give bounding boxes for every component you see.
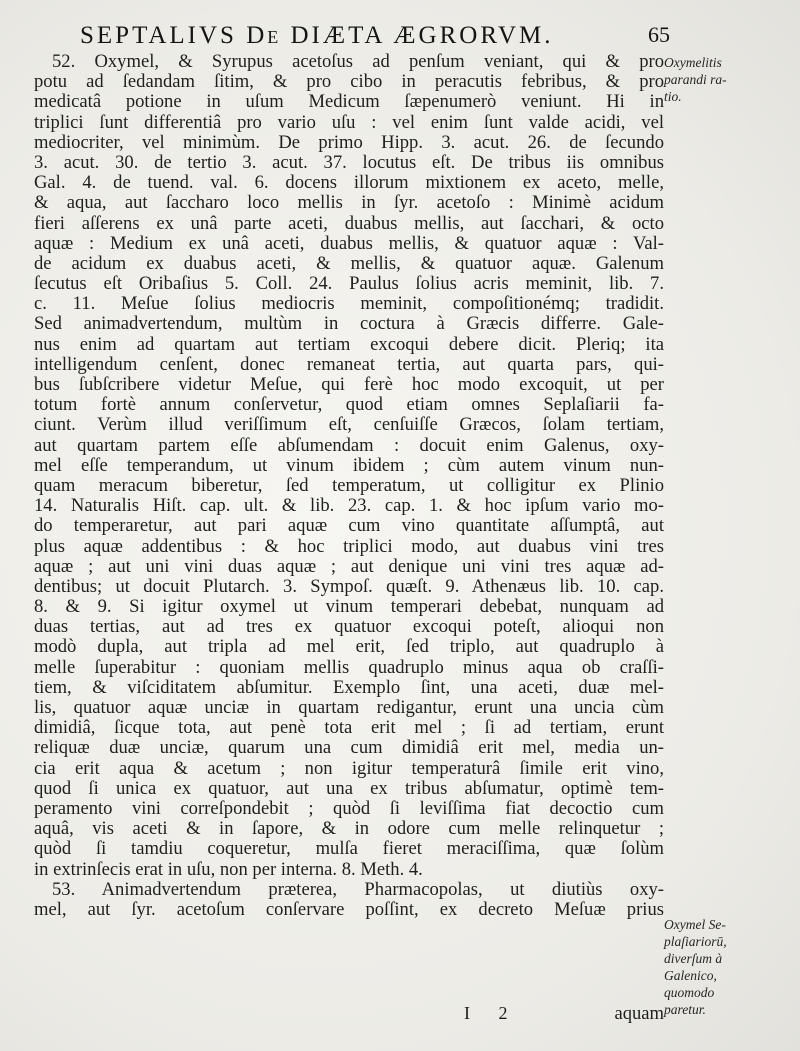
- text-line: de acidum ex duabus aceti, & mellis, & quatuor aquæ. Galenum: [34, 253, 664, 274]
- text-line: intelligendum cenſent, donec remaneat tertia, aut quarta pars, qui-: [34, 354, 664, 375]
- text-line: quod ſi unica ex quatuor, aut una ex tribus abſumatur, optimè tem-: [34, 778, 664, 799]
- text-line: aut quartam partem eſſe abſumendam : docuit enim Galenus, oxy-: [34, 435, 664, 456]
- text-line: 52. Oxymel, & Syrupus acetoſus ad penſum veniant, qui & pro: [52, 52, 664, 72]
- text-line: mel eſſe temperandum, ut vinum ibidem ; cùm autem vinum nun-: [34, 455, 664, 476]
- page-header: [60, 22, 670, 54]
- margin-note-line: plaſiariorū,: [664, 934, 727, 949]
- text-line: Sed animadvertendum, multùm in coctura à Græcis differre. Gale-: [34, 314, 664, 335]
- text-line: medicatâ potione in uſum Medicum ſæpenumerò veniunt. Hi in: [34, 92, 664, 113]
- text-line: c. 11. Meſue ſolius mediocris meminit, compoſitionémq; tradidit.: [34, 294, 664, 315]
- text-line: 53. Animadvertendum præterea, Pharmacopolas, ut diutiùs oxy-: [52, 879, 664, 900]
- signature-mark: I 2: [464, 1003, 520, 1023]
- text-line: aquæ : Medium ex unâ aceti, duabus mellis, & quatuor aquæ : Val-: [34, 233, 664, 254]
- text-line: potu ad ſedandam ſitim, & pro cibo in peracutis febribus, & pro: [34, 72, 664, 93]
- text-line: duas tertias, aut ad tres ex quatuor excoqui poteſt, alioqui non: [34, 617, 664, 638]
- text-line: dentibus; ut docuit Plutarch. 3. Sympoſ. quæſt. 9. Athenæus lib. 10. cap.: [34, 576, 664, 597]
- text-line: peramento vini correſpondebit ; quòd ſi leviſſima fiat decoctio cum: [34, 798, 664, 819]
- page-footer: [34, 1003, 664, 1027]
- page-number: 65: [648, 22, 670, 47]
- text-line: in extrinſecis erat in uſu, non per interna. 8. Meth. 4.: [34, 859, 423, 880]
- text-line: nus enim ad quartam aut tertiam excoqui debere dicit. Pleriq; ita: [34, 334, 664, 355]
- text-line: dimidiâ, ſicque tota, aut penè tota erit mel ; ſi ad tertiam, erunt: [34, 718, 664, 739]
- text-line: modò dupla, aut tripla ad mel erit, ſed triplo, aut quadruplo à: [34, 637, 664, 658]
- margin-note-line: Galenico,: [664, 968, 717, 983]
- margin-note: [664, 916, 727, 1018]
- text-line: ciunt. Verùm illud veriſſimum eſt, cenſuiſſe Græcos, ſolam tertiam,: [34, 415, 664, 436]
- text-line: 8. & 9. Si igitur oxymel ut vinum temperari debebat, nunquam ad: [34, 597, 664, 618]
- margin-note: [664, 54, 727, 105]
- running-title: SEPTALIVS De DIÆTA ÆGRORVM.: [80, 22, 554, 49]
- text-line: melle ſuperabitur : quoniam mellis quadruplo minus aqua ob craſſi-: [34, 657, 664, 678]
- text-line: mediocriter, vel minimùm. De primo Hipp. 3. acut. 26. de ſecundo: [34, 132, 664, 153]
- margin-note-line: quomodo: [664, 985, 715, 1000]
- text-line: & aqua, aut ſaccharo loco mellis in ſyr. acetoſo : Minimè acidum: [34, 193, 664, 214]
- text-line: cia erit aqua & acetum ; non igitur temperaturâ ſimile erit vino,: [34, 758, 664, 779]
- text-line: do temperaretur, aut pari aquæ cum vino quantitate aſſumptâ, aut: [34, 516, 664, 537]
- margin-note-line: paretur.: [664, 1002, 706, 1017]
- text-line: plus aquæ addentibus : & hoc triplici modo, aut duabus vini tres: [34, 536, 664, 557]
- text-line: ſecutus eſt Oribaſius 5. Coll. 24. Paulus ſolius acris meminit, lib. 7.: [34, 274, 664, 295]
- margin-note-line: diverſum à: [664, 951, 723, 966]
- text-line: fieri aſſerens ex unâ parte aceti, duabus mellis, aut ſacchari, & octo: [34, 213, 664, 234]
- text-line: totum fortè annum conſervetur, quod etiam omnes Seplaſiarii fa-: [34, 395, 664, 416]
- text-line: lis, quatuor aquæ unciæ in quartam redigantur, erunt una uncia cùm: [34, 698, 664, 718]
- text-line: aquâ, vis aceti & in ſapore, & in odore cum melle relinquetur ;: [34, 819, 664, 840]
- text-line: reliquæ duæ unciæ, quarum una cum dimidiâ erit mel, media un-: [34, 738, 664, 759]
- margin-note-line: tio.: [664, 89, 682, 104]
- text-line: Gal. 4. de tuend. val. 6. docens illorum mixtionem ex aceto, melle,: [34, 173, 664, 194]
- margin-note-line: parandi ra-: [664, 72, 727, 87]
- text-line: quam meracum biberetur, ſed temperatum, ut colligitur ex Plinio: [34, 475, 664, 496]
- text-line: aquæ ; aut uni vini duas aquæ ; aut denique uni vini tres aquæ ad-: [34, 556, 664, 577]
- text-line: tiem, & viſciditatem abſumitur. Exemplo ſint, una aceti, duæ mel-: [34, 677, 664, 698]
- text-line: bus ſubſcribere videtur Meſue, qui ferè hoc modo excoquit, ut per: [34, 375, 664, 395]
- text-line: quòd ſi tamdiu coqueretur, mulſa fieret meraciſſima, quæ ſolùm: [34, 839, 664, 860]
- text-line: 3. acut. 30. de tertio 3. acut. 37. locutus eſt. De tribus iis omnibus: [34, 152, 664, 173]
- catchword: aquam: [614, 1003, 664, 1024]
- text-line: triplici ſunt differentiâ pro vario uſu : vel enim ſunt valde acidi, vel: [34, 112, 664, 133]
- margin-note-line: Oxymel Se-: [664, 917, 726, 932]
- text-line: 14. Naturalis Hiſt. cap. ult. & lib. 23. cap. 1. & hoc ipſum vario mo-: [34, 496, 664, 517]
- main-text-column: [34, 52, 664, 920]
- text-line: mel, aut ſyr. acetoſum conſervare poſſint, ex decreto Meſuæ prius: [34, 899, 664, 920]
- margin-note-line: Oxymelitis: [664, 55, 722, 70]
